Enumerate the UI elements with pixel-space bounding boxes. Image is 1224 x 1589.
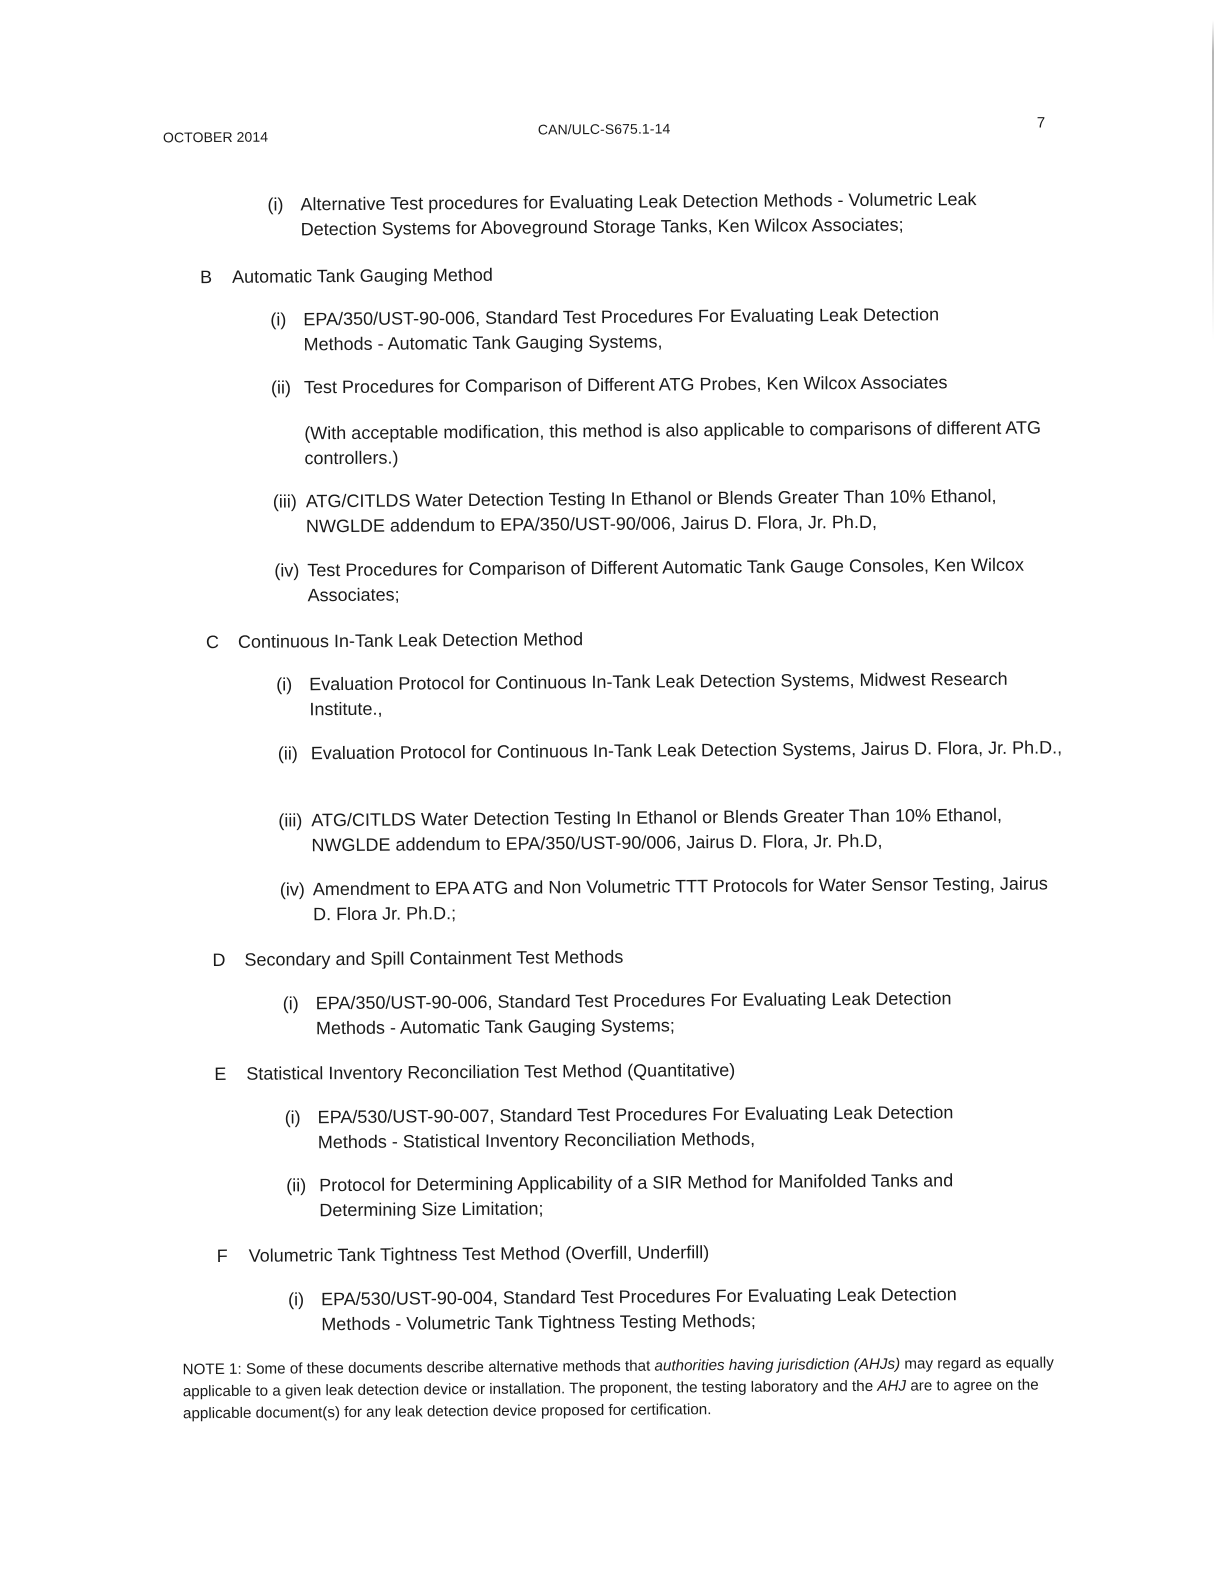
item-number: (i) [284, 1107, 301, 1128]
item-number: (iii) [272, 491, 297, 512]
note-paragraph: (With acceptable modification, this method is also applicable to comparisons of different ATG controllers.) [304, 417, 1042, 469]
item-number: (iii) [278, 810, 303, 831]
list-item [276, 666, 1066, 720]
item-number: (iv) [279, 879, 305, 900]
item-number: (ii) [286, 1175, 307, 1196]
item-text: Evaluation Protocol for Continuous In-Tank Leak Detection Systems, Midwest Research Institute., [309, 668, 1008, 720]
list-item [284, 1100, 1045, 1153]
item-number: (i) [287, 1289, 305, 1310]
list-item [277, 735, 1068, 764]
list-item [286, 1168, 1046, 1221]
list-item [274, 553, 1044, 606]
page-number: 7 [1036, 114, 1046, 132]
item-number: (i) [267, 194, 284, 215]
note-block [183, 1352, 1073, 1425]
section-letter: B [199, 267, 213, 288]
item-number: (ii) [270, 377, 291, 398]
section-letter: E [214, 1063, 227, 1085]
section-letter: C [205, 631, 219, 653]
list-item [279, 871, 1070, 925]
item-text: Test Procedures for Comparison of Different ATG Probes, Ken Wilcox Associates [303, 372, 948, 398]
item-text: Evaluation Protocol for Continuous In-Tank Leak Detection Systems, Jairus D. Flora, Jr. Ph.D., [310, 737, 1063, 764]
section-title: Secondary and Spill Containment Test Methods [244, 946, 624, 970]
note-text: may regard as equally applicable to a given leak detection device or installation. The proponent, the testing laboratory and the [182, 1354, 1054, 1401]
item-text: EPA/530/UST-90-007, Standard Test Procedures For Evaluating Leak Detection Methods - Statistical Inventory Reconciliation Methods, [317, 1102, 954, 1153]
item-text: Amendment to EPA ATG and Non Volumetric TTT Protocols for Water Sensor Testing, Jairus D. Flora Jr. Ph.D.; [312, 873, 1048, 925]
item-number: (iv) [274, 560, 300, 581]
section-title: Statistical Inventory Reconciliation Test Method (Quantitative) [246, 1059, 736, 1084]
section-letter: D [212, 949, 226, 971]
item-number: (i) [276, 674, 293, 695]
item-text: ATG/CITLDS Water Detection Testing In Ethanol or Blends Greater Than 10% Ethanol, NWGLDE addendum to EPA/350/UST-90/006, Jairus D. Flora, Jr. Ph.D, [311, 804, 1003, 856]
item-text: Protocol for Determining Applicability of a SIR Method for Manifolded Tanks and Determining Size Limitation; [319, 1170, 954, 1221]
item-text: ATG/CITLDS Water Detection Testing In Ethanol or Blends Greater Than 10% Ethanol, NWGLDE addendum to EPA/350/UST-90/006, Jairus D. Flora, Jr. Ph.D, [305, 485, 997, 537]
list-item [267, 187, 1027, 240]
section-title: Volumetric Tank Tightness Test Method (Overfill, Underfill) [248, 1242, 710, 1266]
item-number: (i) [282, 993, 299, 1014]
section-title: Automatic Tank Gauging Method [231, 264, 493, 287]
list-item [282, 986, 1043, 1039]
item-text: Test Procedures for Comparison of Different Automatic Tank Gauge Consoles, Ken Wilcox Associates; [307, 554, 1025, 606]
list-item [287, 1281, 1048, 1335]
header-date: OCTOBER 2014 [162, 128, 269, 146]
note-text: NOTE 1: Some of these documents describe alternative methods that [182, 1357, 655, 1379]
note-italic-term: AHJ [877, 1377, 907, 1395]
item-text: EPA/530/UST-90-004, Standard Test Procedures For Evaluating Leak Detection Methods - Volumetric Tank Tightness Testing Methods; [320, 1284, 957, 1335]
header-standard: CAN/ULC-S675.1-14 [537, 120, 671, 138]
note-text: are to agree on the applicable document(s) for any leak detection device proposed for certification. [182, 1376, 1039, 1423]
list-item [270, 369, 1051, 398]
list-item [278, 802, 1068, 856]
list-item [270, 302, 1030, 355]
item-number: (i) [270, 309, 287, 330]
item-text: Alternative Test procedures for Evaluating Leak Detection Methods - Volumetric Leak Detection Systems for Aboveground Storage Tanks, Ken Wilcox Associates; [300, 189, 977, 240]
section-letter: F [216, 1245, 228, 1267]
item-text: EPA/350/UST-90-006, Standard Test Procedures For Evaluating Leak Detection Methods - Automatic Tank Gauging Systems, [303, 304, 940, 355]
list-item [272, 483, 1063, 537]
section-title: Continuous In-Tank Leak Detection Method [237, 629, 584, 652]
item-text: EPA/350/UST-90-006, Standard Test Procedures For Evaluating Leak Detection Methods - Automatic Tank Gauging Systems; [315, 988, 952, 1039]
note-italic-term: authorities having jurisdiction (AHJs) [654, 1355, 901, 1375]
item-number: (ii) [277, 743, 298, 764]
